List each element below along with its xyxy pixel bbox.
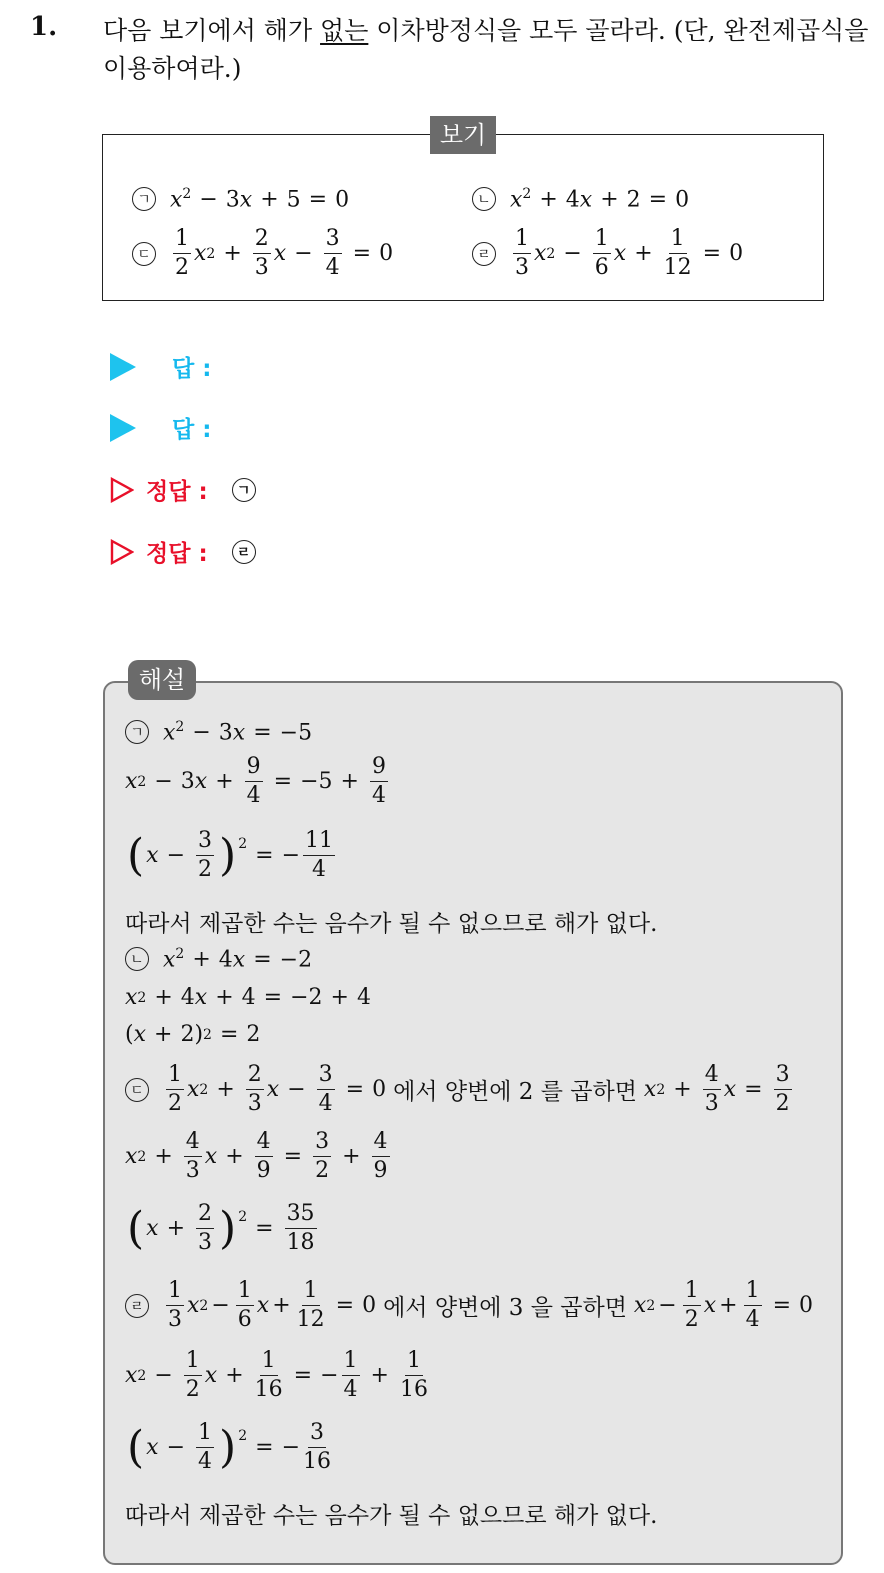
solution-line: ( x − $\frac{1}{4}$ ) $^2$ = − $\frac{3}{16}$	[127, 1420, 331, 1474]
circle-label-b: ㄴ	[472, 187, 496, 211]
problem-number: 1.	[30, 12, 58, 42]
correct-answer-value: ㄱ	[232, 478, 256, 502]
correct-answer-value: ㄹ	[232, 540, 256, 564]
solution-line: ( x + $\frac{2}{3}$ ) $^2$ = $\frac{35}{18}$	[127, 1201, 315, 1255]
problem-underlined-word: 없는	[320, 16, 369, 45]
solution-line: ( x + 2) 2 = 2	[125, 1022, 261, 1047]
problem-text	[103, 12, 873, 88]
solution-line: ㄱ $x^2 - 3x = -5$	[125, 719, 312, 745]
solution-line: x 2 − 3 x + $\frac{9}{4}$ = −5 + $\frac{9}{4}$	[125, 754, 386, 808]
answer-row-1	[110, 350, 211, 383]
correct-answer-label: 정답 :	[146, 541, 208, 567]
answer-label: 답 :	[172, 417, 212, 443]
solution-line: x 2 − $\frac{1}{2}$ x + $\frac{1}{16}$ = − $\frac{1}{4}$ + $\frac{1}{16}$	[125, 1348, 428, 1402]
answer-row-2	[110, 411, 211, 444]
problem-text-part: 다음 보기에서 해가	[103, 16, 321, 45]
outline-triangle-icon	[110, 539, 134, 565]
correct-answer-row-1	[110, 473, 270, 506]
circle-label-c: ㄷ	[132, 242, 156, 266]
solution-conclusion: 따라서 제곱한 수는 음수가 될 수 없으므로 해가 없다.	[125, 1503, 658, 1529]
bogi-item-b: ㄴ $x^2 + 4x + 2 = 0$	[472, 186, 689, 212]
solution-line: ㄹ $\frac{1}{3}$ x 2 − $\frac{1}{6}$ x + $\frac{1}{12}$ = 0 에서 양변에 3 을 곱하면 x 2 − $\frac{1}{2}$ x + $\frac{1}{4}$ = 0	[125, 1280, 813, 1331]
bogi-tag: 보기	[430, 116, 496, 154]
circle-label-c: ㄷ	[125, 1078, 149, 1102]
circle-label-a: ㄱ	[125, 720, 149, 744]
solution-conclusion: 따라서 제곱한 수는 음수가 될 수 없으므로 해가 없다.	[125, 911, 658, 937]
multiply-phrase: 에서 양변에 2 를 곱하면	[393, 1079, 637, 1105]
solution-line: ( x − $\frac{3}{2}$ ) $^2$ = − $\frac{11}{4}$	[127, 828, 333, 882]
solution-line: ㄴ $x^2 + 4x = -2$	[125, 946, 312, 972]
bogi-item-c: ㄷ $\frac{1}{2}$ x 2 + $\frac{2}{3}$ x − $\frac{3}{4}$ = 0	[132, 228, 393, 279]
problem-text-part: 이차방정식을 모두 골라라. (단, 완전제곱식을 이용하여라.)	[103, 16, 869, 83]
solution-line: ㄷ $\frac{1}{2}$ x 2 + $\frac{2}{3}$ x − $\frac{3}{4}$ = 0 에서 양변에 2 를 곱하면 x 2 + $\frac{4}{3}$ x = $\frac{3}{2}$	[125, 1064, 795, 1115]
outline-triangle-icon	[110, 477, 134, 503]
solution-line: x 2 + $\frac{4}{3}$ x + $\frac{4}{9}$ = $\frac{3}{2}$ + $\frac{4}{9}$	[125, 1129, 388, 1183]
circle-label-a: ㄱ	[132, 187, 156, 211]
bogi-item-d: ㄹ $\frac{1}{3}$ x 2 − $\frac{1}{6}$ x + $\frac{1}{12}$ = 0	[472, 228, 743, 279]
circle-label-b: ㄴ	[125, 947, 149, 971]
multiply-phrase: 에서 양변에 3 을 곱하면	[383, 1295, 627, 1321]
play-triangle-icon	[110, 353, 136, 381]
circle-label-d: ㄹ	[125, 1294, 149, 1318]
correct-answer-row-2	[110, 535, 270, 568]
solution-tag: 해설	[128, 660, 196, 700]
solution-line: x 2 + 4 x + 4 = −2 + 4	[125, 985, 371, 1010]
answer-label: 답 :	[172, 356, 212, 382]
play-triangle-icon	[110, 414, 136, 442]
correct-answer-label: 정답 :	[146, 479, 208, 505]
bogi-item-a: ㄱ $x^2 - 3x + 5 = 0$	[132, 186, 349, 212]
circle-label-d: ㄹ	[472, 242, 496, 266]
